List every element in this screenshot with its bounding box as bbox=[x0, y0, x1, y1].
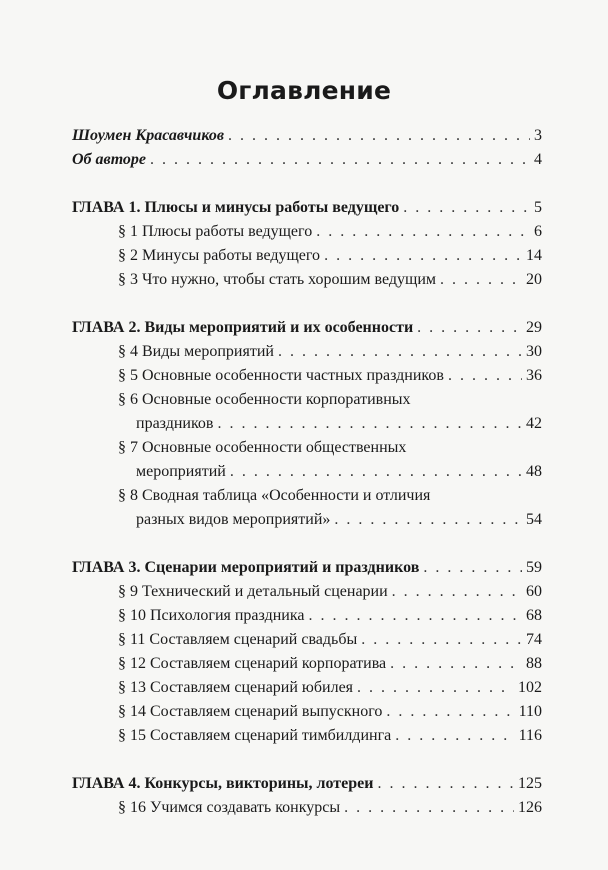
toc-page-number: 102 bbox=[518, 679, 542, 696]
toc-entry-label: Шоумен Красавчиков bbox=[72, 127, 224, 144]
toc-page-number: 59 bbox=[526, 559, 542, 576]
section-label: § 2 Минусы работы ведущего bbox=[118, 247, 321, 264]
section-label: § 4 Виды мероприятий bbox=[118, 343, 274, 360]
section-label: § 5 Основные особенности частных праздников bbox=[118, 367, 444, 384]
dot-leader bbox=[417, 316, 522, 340]
toc-section[interactable] bbox=[72, 268, 542, 292]
section-label: § 7 Основные особенности общественных bbox=[118, 439, 407, 456]
chapter-label: ГЛАВА 4. Конкурсы, викторины, лотереи bbox=[72, 775, 374, 792]
toc-section[interactable] bbox=[72, 364, 542, 388]
dot-leader bbox=[448, 364, 522, 388]
toc-page-number: 126 bbox=[518, 799, 542, 816]
toc-section[interactable] bbox=[72, 484, 542, 532]
dot-leader bbox=[423, 556, 522, 580]
toc-page-number: 60 bbox=[526, 583, 542, 600]
section-label: § 14 Составляем сценарий выпускного bbox=[118, 703, 383, 720]
toc-entry-label: Об авторе bbox=[72, 151, 147, 168]
dot-leader bbox=[377, 772, 514, 796]
chapter-label: ГЛАВА 1. Плюсы и минусы работы ведущего bbox=[72, 199, 400, 216]
section-label: § 15 Составляем сценарий тимбилдинга bbox=[118, 727, 392, 744]
chapter-label: ГЛАВА 3. Сценарии мероприятий и праздников bbox=[72, 559, 420, 576]
toc-page-number: 88 bbox=[526, 655, 542, 672]
toc-section[interactable] bbox=[72, 700, 542, 724]
toc-page-number: 4 bbox=[534, 151, 542, 168]
toc-section[interactable] bbox=[72, 388, 542, 436]
dot-leader bbox=[390, 652, 522, 676]
toc-page-number: 5 bbox=[534, 199, 542, 216]
toc-section[interactable] bbox=[72, 676, 542, 700]
toc-page-number: 30 bbox=[526, 343, 542, 360]
toc-section[interactable] bbox=[72, 652, 542, 676]
toc-section[interactable] bbox=[72, 796, 542, 820]
toc-section[interactable] bbox=[72, 340, 542, 364]
toc-section[interactable] bbox=[72, 604, 542, 628]
dot-leader bbox=[334, 508, 522, 532]
toc-chapter-2[interactable] bbox=[72, 316, 542, 340]
page-title: Оглавление bbox=[216, 76, 392, 105]
dot-leader bbox=[395, 724, 514, 748]
toc-page-number: 3 bbox=[534, 127, 542, 144]
section-label: § 6 Основные особенности корпоративных bbox=[118, 391, 411, 408]
dot-leader bbox=[228, 124, 530, 148]
toc-page-number: 54 bbox=[526, 511, 542, 528]
section-label: § 1 Плюсы работы ведущего bbox=[118, 223, 313, 240]
dot-leader bbox=[440, 268, 522, 292]
chapter-label: ГЛАВА 2. Виды мероприятий и их особенности bbox=[72, 319, 414, 336]
section-label-continued: мероприятий bbox=[136, 463, 226, 480]
toc-page-number: 20 bbox=[526, 271, 542, 288]
dot-leader bbox=[344, 796, 514, 820]
toc-page-number: 6 bbox=[534, 223, 542, 240]
dot-leader bbox=[361, 628, 522, 652]
table-of-contents bbox=[72, 124, 542, 820]
toc-page-number: 36 bbox=[526, 367, 542, 384]
toc-entry-front[interactable] bbox=[72, 124, 542, 148]
dot-leader bbox=[316, 220, 530, 244]
section-label: § 9 Технический и детальный сценарии bbox=[118, 583, 388, 600]
toc-page-number: 74 bbox=[526, 631, 542, 648]
dot-leader bbox=[230, 460, 522, 484]
toc-section[interactable] bbox=[72, 724, 542, 748]
section-label: § 8 Сводная таблица «Особенности и отличия bbox=[118, 487, 431, 504]
toc-section[interactable] bbox=[72, 628, 542, 652]
toc-page-number: 125 bbox=[518, 775, 542, 792]
toc-page-number: 116 bbox=[518, 727, 542, 744]
toc-page-number: 14 bbox=[526, 247, 542, 264]
section-label: § 11 Составляем сценарий свадьбы bbox=[118, 631, 358, 648]
section-label: § 10 Психология праздника bbox=[118, 607, 305, 624]
section-label: § 13 Составляем сценарий юбилея bbox=[118, 679, 354, 696]
toc-section[interactable] bbox=[72, 580, 542, 604]
toc-page-number: 42 bbox=[526, 415, 542, 432]
toc-page-number: 110 bbox=[518, 703, 542, 720]
section-label: § 16 Учимся создавать конкурсы bbox=[118, 799, 341, 816]
dot-leader bbox=[217, 412, 522, 436]
toc-chapter-1[interactable] bbox=[72, 196, 542, 220]
section-label: § 12 Составляем сценарий корпоратива bbox=[118, 655, 387, 672]
toc-page-number: 48 bbox=[526, 463, 542, 480]
toc-chapter-4[interactable] bbox=[72, 772, 542, 796]
toc-chapter-3[interactable] bbox=[72, 556, 542, 580]
dot-leader bbox=[308, 604, 522, 628]
section-label-continued: разных видов мероприятий» bbox=[136, 511, 331, 528]
dot-leader bbox=[403, 196, 530, 220]
section-label: § 3 Что нужно, чтобы стать хорошим ведущим bbox=[118, 271, 437, 288]
toc-page-number: 29 bbox=[526, 319, 542, 336]
dot-leader bbox=[392, 580, 522, 604]
toc-section[interactable] bbox=[72, 220, 542, 244]
toc-entry-front[interactable] bbox=[72, 148, 542, 172]
dot-leader bbox=[357, 676, 514, 700]
toc-section[interactable] bbox=[72, 244, 542, 268]
section-label-continued: праздников bbox=[136, 415, 214, 432]
dot-leader bbox=[278, 340, 522, 364]
toc-page-number: 68 bbox=[526, 607, 542, 624]
dot-leader bbox=[150, 148, 530, 172]
dot-leader bbox=[324, 244, 522, 268]
dot-leader bbox=[386, 700, 514, 724]
toc-section[interactable] bbox=[72, 436, 542, 484]
